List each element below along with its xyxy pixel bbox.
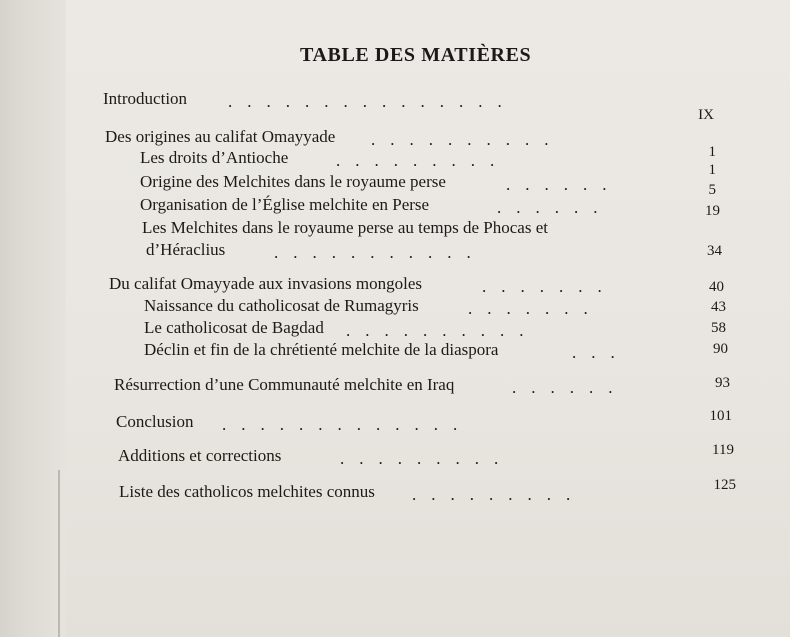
toc-subentry-declin: Déclin et fin de la chrétienté melchite de la diaspora [144,340,499,359]
page-number-origine-melchites: 5 [708,182,716,198]
toc-section-conclusion: Conclusion [116,412,194,431]
leader-dots: ... [572,343,630,362]
page-title: TABLE DES MATIÈRES [300,44,532,66]
page-number-califat-mongoles: 40 [709,279,724,295]
leader-dots: ....... [468,299,603,318]
leader-dots: ........... [274,243,486,262]
toc-section-liste-catholicos: Liste des catholicos melchites connus [119,482,375,501]
toc-subentry-organisation-eglise: Organisation de l’Église melchite en Perse [140,195,430,214]
leader-dots: ............. [222,415,473,434]
toc-subentry-origine-melchites: Origine des Melchites dans le royaume perse [140,172,446,191]
page-number-additions: 119 [712,442,734,458]
leader-dots: ...... [506,175,622,194]
page-number-declin: 90 [713,341,728,357]
page-number-introduction: IX [698,107,714,123]
page-number-extra: 1 [708,144,716,160]
toc-entry-introduction: Introduction [103,89,188,108]
page-number-heraclius: 34 [707,243,722,259]
toc-subentry-rumagyris: Naissance du catholicosat de Rumagyris [144,296,419,315]
leader-dots: .......... [346,321,539,340]
leader-dots: ......... [340,449,514,468]
toc-section-additions: Additions et corrections [118,446,282,465]
toc-section-califat-mongoles: Du califat Omayyade aux invasions mongoles [109,274,423,293]
leader-dots: ...... [497,198,613,217]
toc-subentry-heraclius: d’Héraclius [146,240,226,259]
toc-section-origines: Des origines au califat Omayyade [105,127,336,146]
toc-subentry-droits-antioche: Les droits d’Antioche [140,148,289,167]
leader-dots: ......... [336,151,510,170]
leader-dots: ............... [228,92,517,111]
page-number-liste-catholicos: 125 [713,477,736,493]
page-number-rumagyris: 43 [711,299,726,315]
page-number-organisation-eglise: 19 [705,203,720,219]
page-number-bagdad: 58 [711,320,726,336]
leader-dots: ......... [412,485,586,504]
page-number-resurrection: 93 [715,375,730,391]
toc-subentry-bagdad: Le catholicosat de Bagdad [144,318,324,337]
leader-dots: .......... [371,130,564,149]
leader-dots: ....... [482,277,617,296]
page-number-conclusion: 101 [709,408,732,424]
page-edge-line [58,470,60,637]
toc-subentry-melchites-phocas: Les Melchites dans le royaume perse au temps de Phocas et [142,218,548,237]
page-gutter [0,0,66,637]
page-number-droits-antioche: 1 [708,162,716,178]
toc-section-resurrection: Résurrection d’une Communauté melchite en Iraq [114,375,455,394]
leader-dots: ...... [512,378,628,397]
